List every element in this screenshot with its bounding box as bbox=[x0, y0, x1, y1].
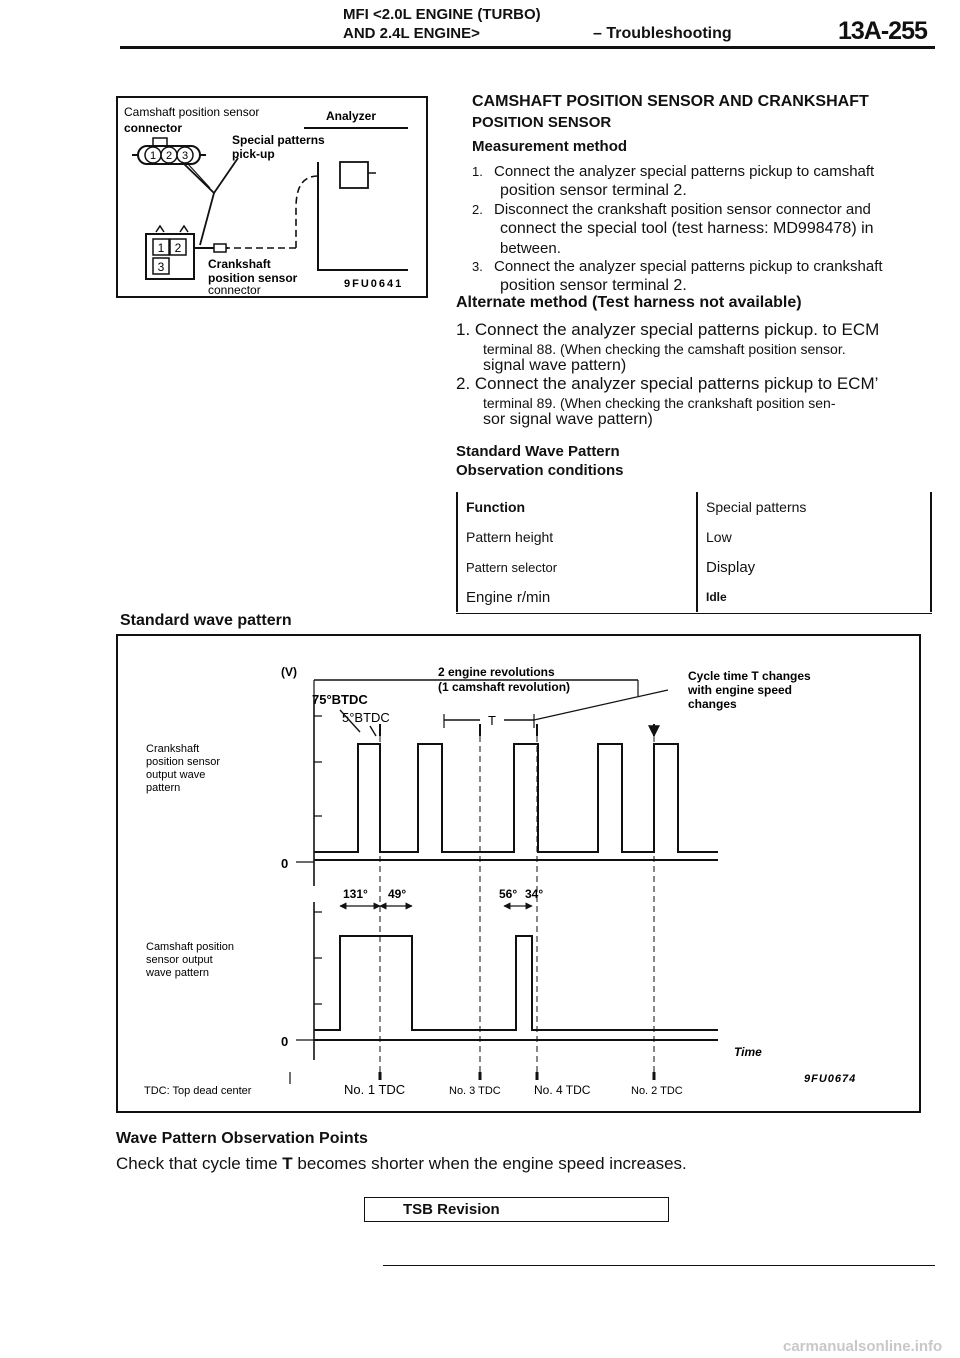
btdc5-label: 5°BTDC bbox=[342, 710, 390, 725]
cam-connector-label-b: connector bbox=[124, 121, 183, 135]
condition-label: Pattern selector bbox=[457, 552, 697, 582]
crank-pin-1: 1 bbox=[157, 241, 165, 255]
pickup-label-b: pick-up bbox=[232, 147, 275, 161]
angle-131: 131° bbox=[343, 887, 368, 901]
wave-pattern-diagram bbox=[118, 636, 919, 1111]
header-line1: MFI <2.0L ENGINE (TURBO) bbox=[343, 6, 541, 23]
btdc75-label: 75°BTDC bbox=[312, 692, 368, 707]
table-row bbox=[457, 492, 931, 522]
alt-step-2-line1: 2. Connect the analyzer special patterns pickup to ECM’ bbox=[456, 374, 879, 393]
step-3-num: 3. bbox=[472, 259, 483, 274]
camshaft-connector-icon bbox=[132, 138, 206, 164]
crank-label-b: position sensor bbox=[208, 271, 298, 285]
rev-label-2: (1 camshaft revolution) bbox=[438, 680, 571, 694]
tsb-revision-box bbox=[364, 1197, 669, 1222]
wave-figure bbox=[116, 634, 921, 1113]
section-title bbox=[472, 93, 869, 111]
step-2 bbox=[472, 201, 871, 218]
footer-rule bbox=[383, 1265, 935, 1266]
crank-wave-label-4: pattern bbox=[146, 782, 181, 794]
step-1-cont: position sensor terminal 2. bbox=[500, 182, 687, 199]
alt-step-1-line3: signal wave pattern) bbox=[483, 357, 627, 374]
section-title-text: CAMSHAFT POSITION SENSOR AND CRANKSHAFT bbox=[472, 93, 869, 110]
wave-figure-code: 9FU0674 bbox=[804, 1073, 857, 1085]
standard-wave-heading: Standard Wave Pattern bbox=[456, 443, 620, 460]
observation-text-b: becomes shorter when the engine speed increases. bbox=[297, 1154, 687, 1173]
tdc-label-2: No. 2 TDC bbox=[631, 1085, 683, 1097]
crank-wave-label-2: position sensor bbox=[146, 756, 220, 768]
observation-points-heading: Wave Pattern Observation Points bbox=[116, 1130, 368, 1147]
header-section: – Troubleshooting bbox=[593, 25, 732, 42]
crank-label-c: connector bbox=[208, 283, 261, 296]
alt-step-2-line2: terminal 89. (When checking the crankshaft position sen- bbox=[483, 395, 836, 411]
angle-34: 34° bbox=[525, 887, 544, 901]
angle-56: 56° bbox=[499, 887, 518, 901]
alt-step-1-line1: 1. Connect the analyzer special patterns pickup. to ECM bbox=[456, 320, 880, 339]
condition-label: Engine r/min bbox=[457, 582, 697, 612]
analyzer-icon bbox=[304, 128, 408, 270]
step-1-num: 1. bbox=[472, 164, 483, 179]
figure1-code: 9FU0641 bbox=[344, 278, 404, 290]
step-3-text: Connect the analyzer special patterns pickup to crankshaft bbox=[494, 258, 883, 275]
connector-figure bbox=[116, 96, 428, 298]
observation-text-t: T bbox=[282, 1154, 293, 1173]
cam-wave-label-2: sensor output bbox=[146, 954, 213, 966]
table-row bbox=[457, 582, 931, 612]
step-2-cont2: between. bbox=[500, 240, 561, 257]
cam-pin-3: 3 bbox=[181, 150, 189, 162]
crank-wave-label-3: output wave bbox=[146, 769, 206, 781]
connector-diagram bbox=[118, 98, 426, 296]
page-number: 13A-255 bbox=[838, 17, 927, 45]
crank-pin-2: 2 bbox=[174, 241, 182, 255]
step-2-text: Disconnect the crankshaft position sensor connector and bbox=[494, 201, 871, 218]
crank-label-a: Crankshaft bbox=[208, 257, 271, 271]
analyzer-label: Analyzer bbox=[326, 109, 377, 123]
cycle-label-2: with engine speed bbox=[688, 683, 793, 697]
cycle-label-3: changes bbox=[688, 697, 737, 711]
step-3-cont: position sensor terminal 2. bbox=[500, 277, 687, 294]
crank-pin-3: 3 bbox=[157, 260, 165, 274]
observation-points-text bbox=[116, 1154, 687, 1174]
cam-pin-1: 1 bbox=[149, 150, 157, 162]
tdc-legend: TDC: Top dead center bbox=[144, 1085, 252, 1097]
pickup-label-a: Special patterns bbox=[232, 133, 325, 147]
table-row bbox=[457, 522, 931, 552]
condition-value: Idle bbox=[697, 582, 931, 612]
zero-label-top: 0 bbox=[281, 856, 289, 871]
tdc-label-4: No. 4 TDC bbox=[534, 1083, 591, 1097]
header-rule bbox=[120, 46, 935, 49]
section-title-2: POSITION SENSOR bbox=[472, 114, 612, 131]
observation-text-a: Check that cycle time bbox=[116, 1154, 278, 1173]
angle-49: 49° bbox=[388, 887, 407, 901]
camshaft-wave-trace bbox=[314, 936, 718, 1030]
measurement-heading: Measurement method bbox=[472, 138, 628, 155]
observation-conditions-table bbox=[456, 492, 932, 612]
observation-heading: Observation conditions bbox=[456, 462, 624, 479]
condition-label: Function bbox=[457, 492, 697, 522]
cam-wave-label-3: wave pattern bbox=[146, 967, 209, 979]
condition-label: Pattern height bbox=[457, 522, 697, 552]
t-label: T bbox=[488, 713, 496, 728]
alternate-heading: Alternate method (Test harness not available) bbox=[456, 294, 802, 311]
table-bottom-rule bbox=[456, 613, 932, 614]
crankshaft-wave-trace bbox=[314, 744, 718, 852]
step-1 bbox=[472, 163, 874, 180]
condition-value: Display bbox=[697, 552, 931, 582]
cycle-label-1: Cycle time T changes bbox=[688, 669, 811, 683]
alt-step-2-line3: sor signal wave pattern) bbox=[483, 411, 653, 428]
volt-label: (V) bbox=[281, 665, 297, 679]
step-2-cont: connect the special tool (test harness: MD998478) in bbox=[500, 220, 874, 237]
time-label: Time bbox=[734, 1045, 762, 1059]
alt-step-1-line2: terminal 88. (When checking the camshaft position sensor. bbox=[483, 341, 846, 357]
tdc-label-3: No. 3 TDC bbox=[449, 1085, 501, 1097]
step-2-num: 2. bbox=[472, 202, 483, 217]
condition-value: Low bbox=[697, 522, 931, 552]
tdc-label-1: No. 1 TDC bbox=[344, 1082, 406, 1097]
condition-value: Special patterns bbox=[697, 492, 931, 522]
cam-wave-label-1: Camshaft position bbox=[146, 941, 235, 953]
crank-wave-label-1: Crankshaft bbox=[146, 743, 200, 755]
wave-caption: Standard wave pattern bbox=[120, 612, 292, 629]
zero-label-bottom: 0 bbox=[281, 1034, 289, 1049]
table-row bbox=[457, 552, 931, 582]
header-line2: AND 2.4L ENGINE> bbox=[343, 25, 480, 42]
tsb-revision-label: TSB Revision bbox=[403, 1201, 500, 1218]
step-3 bbox=[472, 258, 883, 275]
step-1-text: Connect the analyzer special patterns pickup to camshaft bbox=[494, 163, 875, 180]
cam-connector-label-a: Camshaft position sensor bbox=[124, 105, 260, 119]
watermark: carmanualsonline.info bbox=[783, 1338, 943, 1355]
cam-pin-2: 2 bbox=[165, 150, 173, 162]
rev-label-1: 2 engine revolutions bbox=[438, 665, 555, 679]
